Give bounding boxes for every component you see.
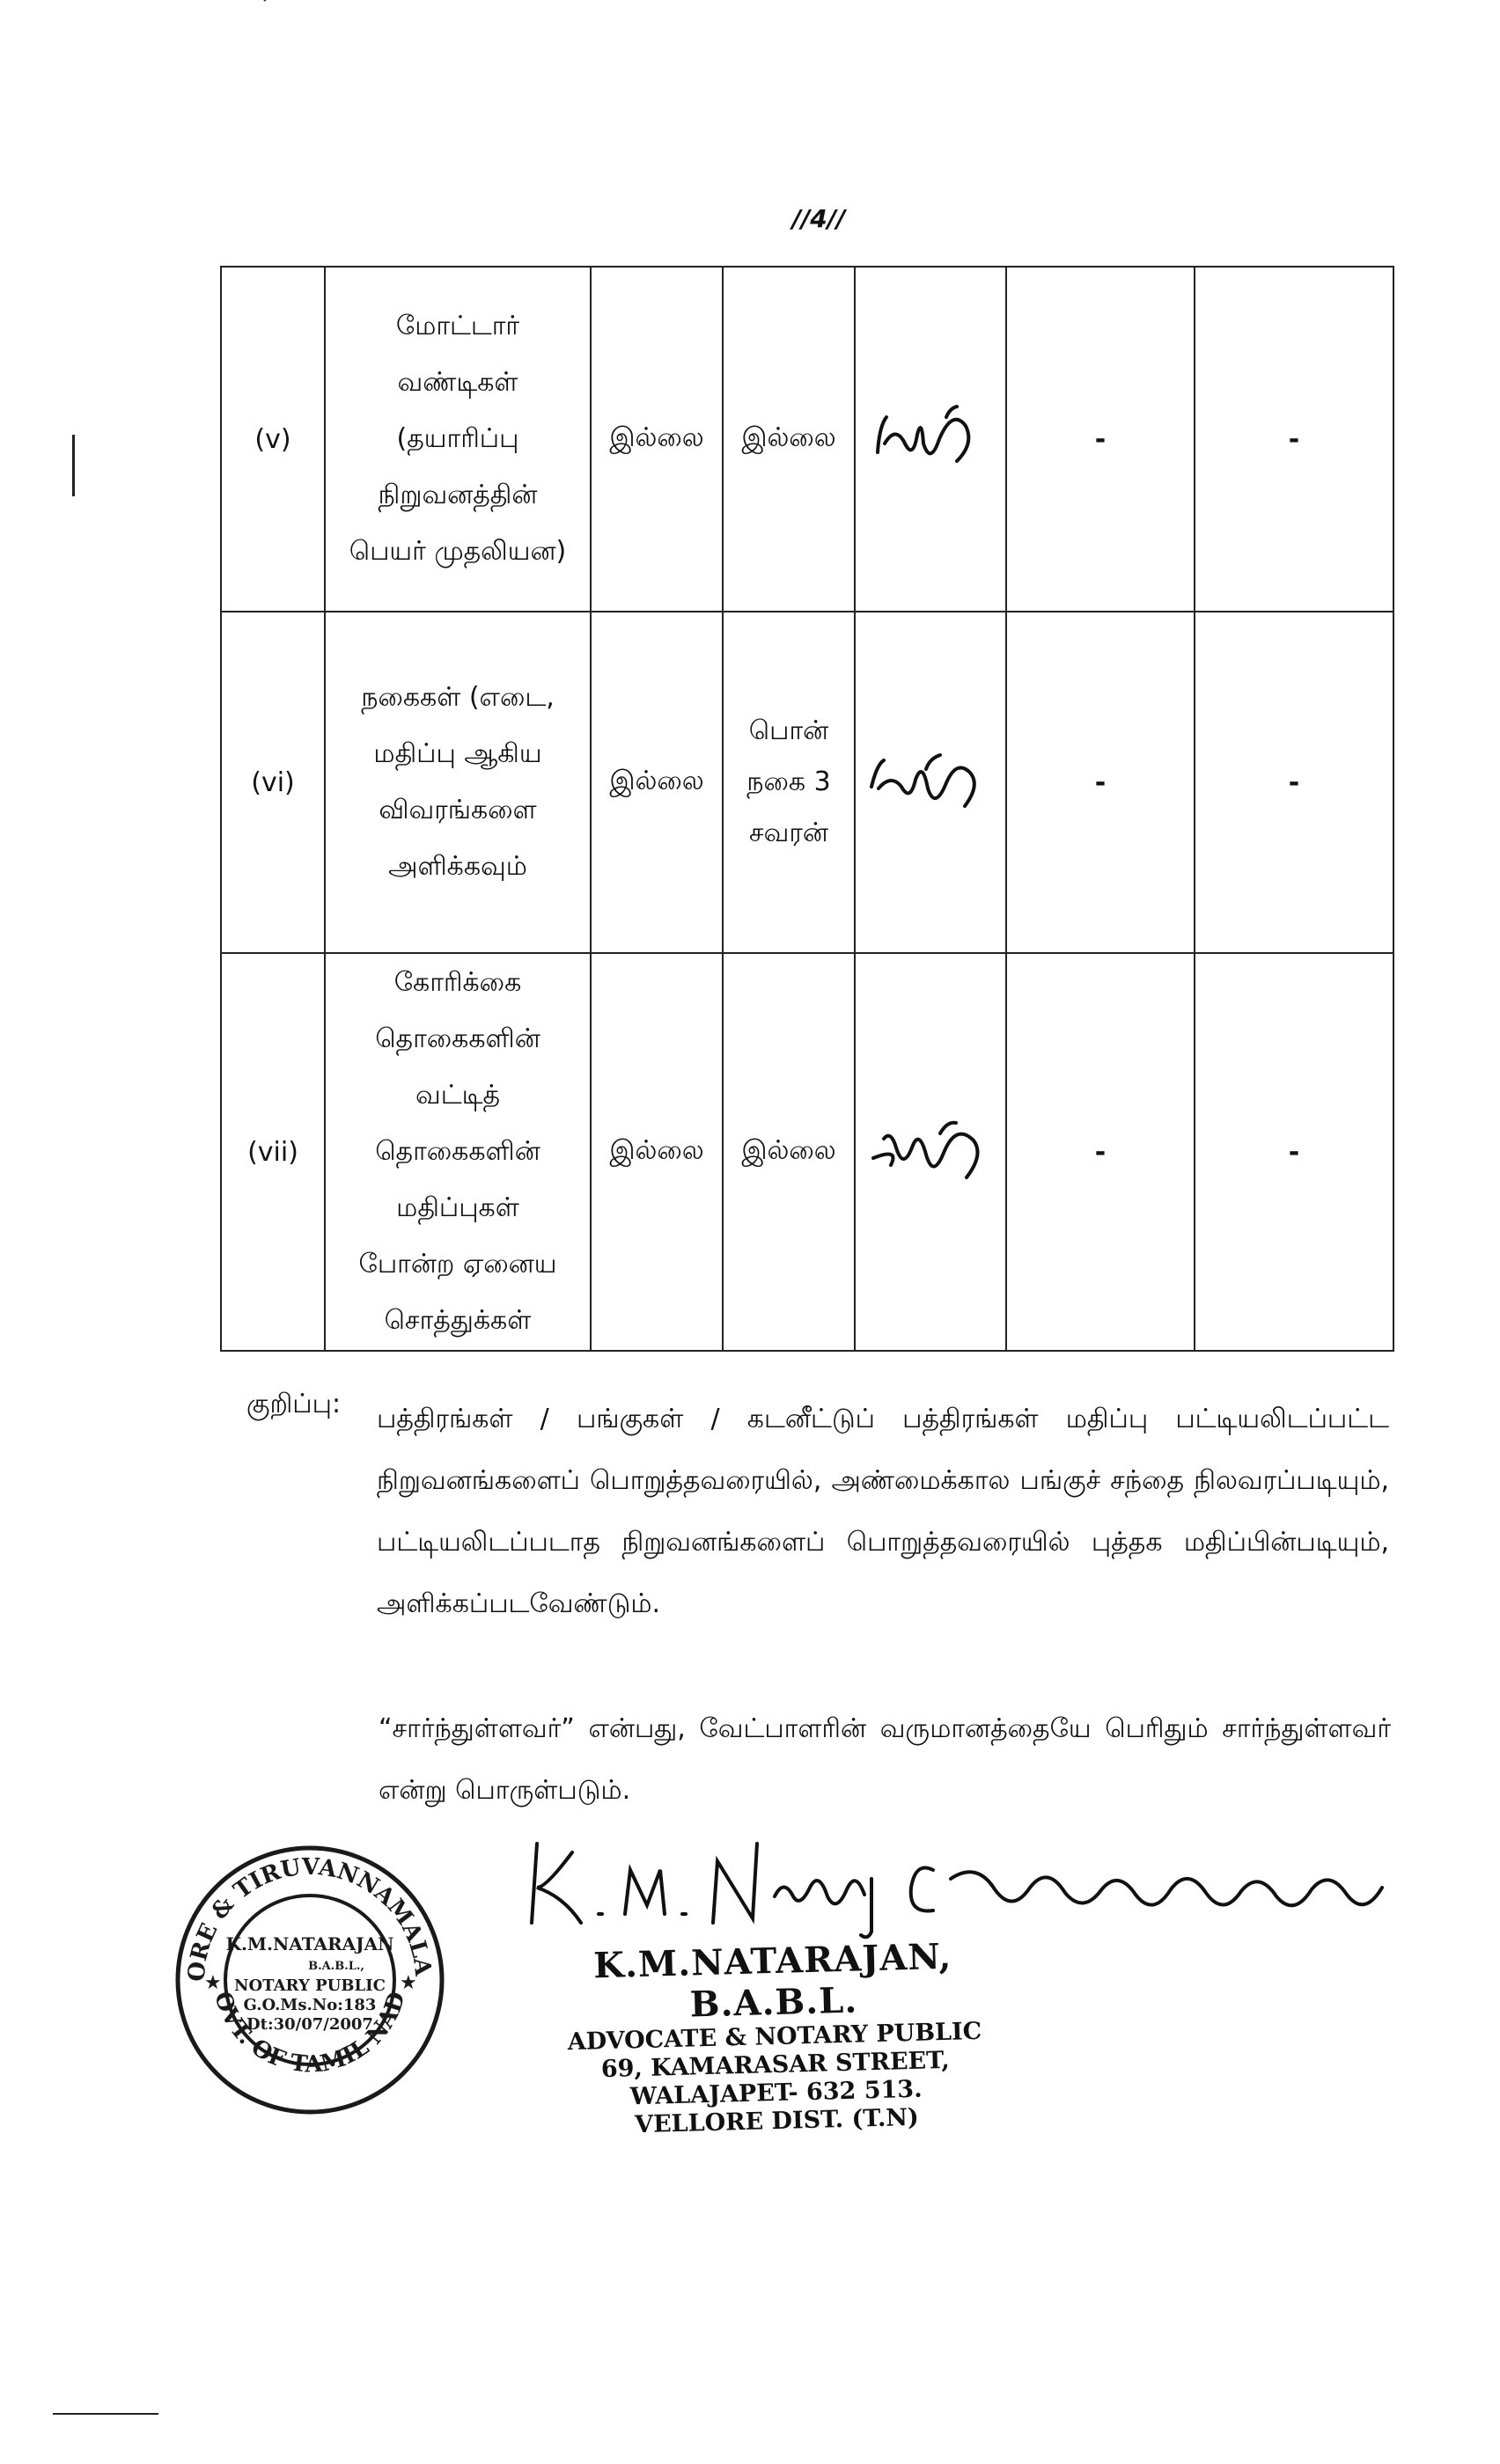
col4-line: இல்லை xyxy=(741,1134,836,1166)
notary-district: VELLORE DIST. (T.N) xyxy=(634,2103,920,2139)
scan-artifact xyxy=(53,2413,158,2415)
row-col6: - xyxy=(1006,953,1195,1351)
description-line: தொகைகளின் xyxy=(375,1023,540,1054)
description-line: போன்ற ஏனைய xyxy=(358,1249,557,1280)
seal-name: K.M.NATARAJAN xyxy=(225,1933,394,1954)
description-line: மதிப்பு ஆகிய xyxy=(373,738,542,769)
seal-order: G.O.Ms.No:183 xyxy=(243,1996,377,2014)
row-initials xyxy=(855,953,1006,1351)
notary-seal xyxy=(169,1839,451,2124)
row-col6: - xyxy=(1006,267,1195,612)
description-line: நகைகள் (எடை, xyxy=(361,682,555,713)
note-label: குறிப்பு: xyxy=(246,1389,342,1419)
seal-degree: B.A.B.L., xyxy=(308,1960,364,1973)
signature-graphic xyxy=(519,1826,1452,1940)
row-initials xyxy=(855,267,1006,612)
page-number: //4// xyxy=(791,204,846,233)
notary-town: WALAJAPET- 632 513. xyxy=(629,2075,923,2111)
svg-text:VELLORE & TIRUVANNAMALAI DIS. xyxy=(169,1839,436,1983)
row-serial: (vi) xyxy=(221,612,325,953)
notary-name: K.M.NATARAJAN, B.A.B.L. xyxy=(592,1935,952,2026)
description-line: நிறுவனத்தின் xyxy=(378,480,538,510)
scan-artifact xyxy=(263,0,319,2)
row-col3: இல்லை xyxy=(591,267,723,612)
description-line: அளிக்கவும் xyxy=(388,851,527,882)
table-row xyxy=(221,612,1393,953)
description-line: சொத்துக்கள் xyxy=(384,1305,532,1336)
description-line: கோரிக்கை xyxy=(393,967,522,998)
row-initials xyxy=(855,612,1006,953)
notary-address-stamp xyxy=(543,1934,1006,2142)
seal-bottom-arc: OVT. OF TAMIL NAD xyxy=(209,1988,411,2079)
seal-star-left: ★ xyxy=(204,1972,222,1994)
col4-line: பொன் xyxy=(748,715,829,746)
row-col6: - xyxy=(1006,612,1195,953)
table-row xyxy=(221,953,1393,1351)
row-col7: - xyxy=(1195,267,1393,612)
table-row xyxy=(221,267,1393,612)
description-line: தொகைகளின் xyxy=(375,1136,540,1167)
scan-artifact xyxy=(72,435,75,496)
seal-star-right: ★ xyxy=(400,1972,417,1994)
description-line: வண்டிகள் xyxy=(397,367,518,398)
row-col4 xyxy=(723,953,855,1351)
row-serial: (vii) xyxy=(221,953,325,1351)
handwritten-signature xyxy=(519,1826,1452,1944)
description-line: (தயாரிப்பு xyxy=(396,423,519,454)
notary-street: 69, KAMARASAR STREET, xyxy=(600,2046,951,2084)
col4-line: இல்லை xyxy=(741,422,836,453)
initials-signature xyxy=(864,734,996,831)
row-col7: - xyxy=(1195,612,1393,953)
description-line: மோட்டார் xyxy=(395,311,520,341)
row-description xyxy=(325,612,591,953)
row-col3: இல்லை xyxy=(591,612,723,953)
seal-title: NOTARY PUBLIC xyxy=(234,1976,386,1995)
row-description xyxy=(325,267,591,612)
description-line: மதிப்புகள் xyxy=(396,1192,519,1223)
notary-title: ADVOCATE & NOTARY PUBLIC xyxy=(567,2017,982,2057)
col4-line: சவரன் xyxy=(749,818,828,848)
row-col4 xyxy=(723,267,855,612)
row-col4 xyxy=(723,612,855,953)
row-serial: (v) xyxy=(221,267,325,612)
assets-table xyxy=(220,266,1394,1352)
description-line: விவரங்களை xyxy=(379,795,537,825)
initials-signature xyxy=(869,391,992,488)
initials-signature xyxy=(864,1104,996,1200)
description-line: பெயர் முதலியன) xyxy=(349,536,567,567)
note-text: பத்திரங்கள் / பங்குகள் / கடனீட்டுப் பத்திரங்கள் மதிப்பு பட்டியலிடப்பட்ட நிறுவனங்களைப் பொறுத்தவரையில், அண்மைக்கால பங்குச் சந்தை நிலவரப்படியும், பட்டியலிடப்படாத நிறுவனங்களைப் பொறுத்தவரையில் புத்தக மதிப்பின்படியும், அளிக்கப்படவேண்டும். xyxy=(377,1404,1389,1619)
description-line: வட்டித் xyxy=(415,1080,500,1111)
dependent-definition: “சார்ந்துள்ளவர்” என்பது, வேட்பாளரின் வருமானத்தையே பெரிதும் சார்ந்துள்ளவர் என்று பொருள்படும். xyxy=(379,1713,1391,1806)
seal-graphic xyxy=(169,1839,451,2121)
row-description xyxy=(325,953,591,1351)
row-col3: இல்லை xyxy=(591,953,723,1351)
seal-date: Dt:30/07/2007 xyxy=(246,2015,373,2034)
col4-line: நகை 3 xyxy=(746,766,831,797)
seal-top-arc: ORE & TIRUVANNAMALA xyxy=(183,1853,437,1983)
row-col7: - xyxy=(1195,953,1393,1351)
